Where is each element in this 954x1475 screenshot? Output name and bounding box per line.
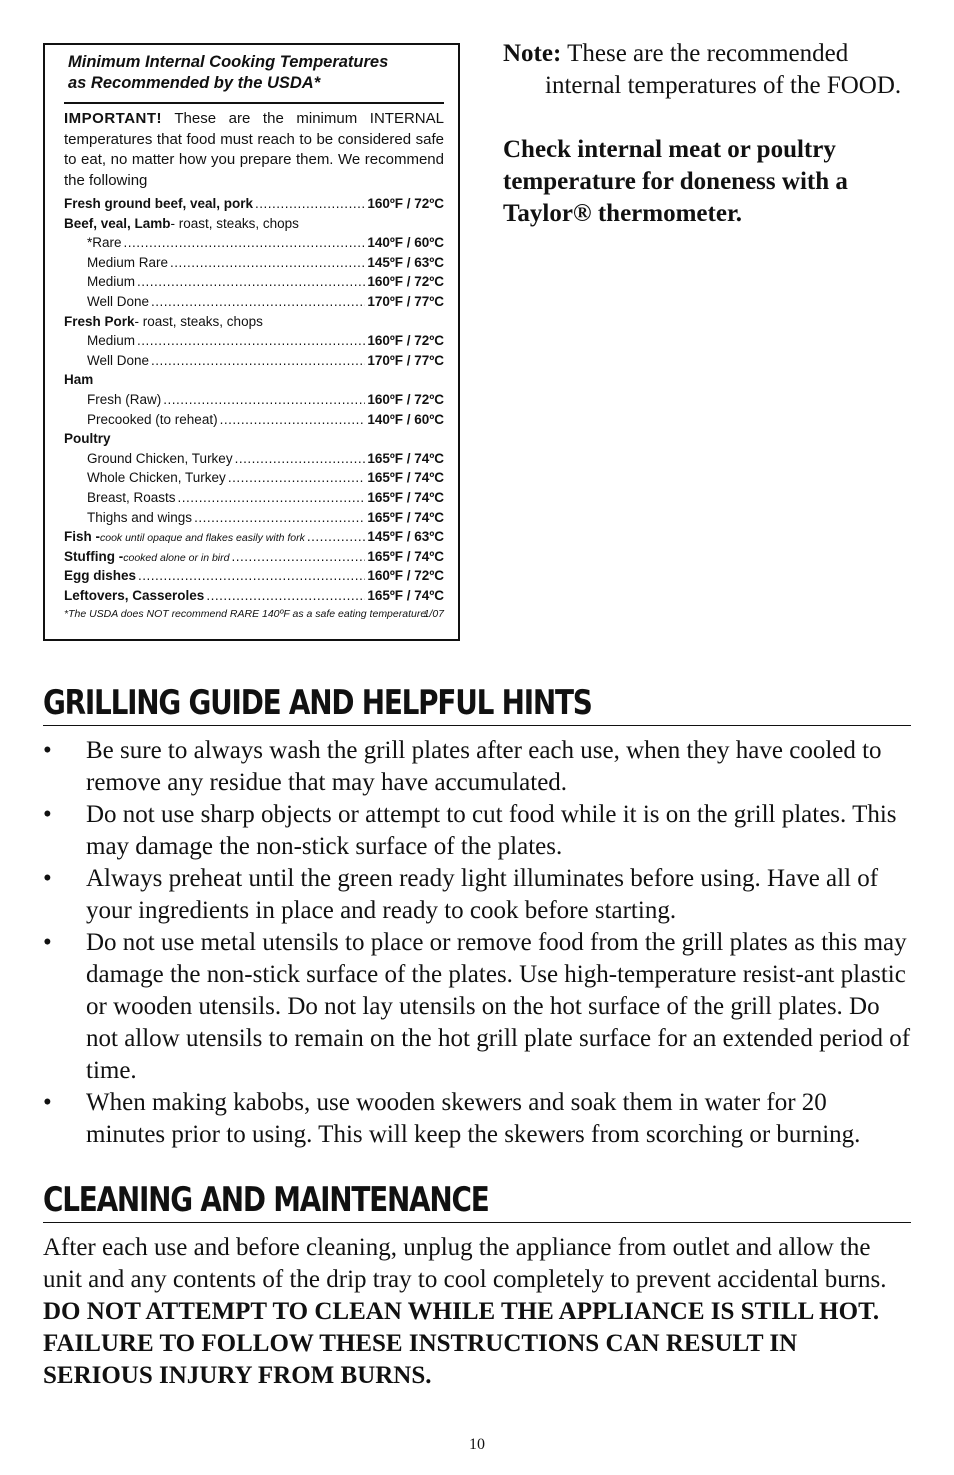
dot-leader — [138, 568, 365, 583]
temperature-chart — [43, 43, 460, 641]
dot-leader — [151, 353, 365, 368]
table-row — [64, 333, 444, 353]
row-label: *Rare — [87, 235, 122, 251]
dot-leader — [178, 490, 366, 505]
row-label: Well Done — [87, 352, 150, 368]
table-row — [64, 196, 444, 216]
row-temperature: 165ºF / 74ºC — [367, 470, 444, 486]
list-item: • Be sure to always wash the grill plates after each use, when they have cooled to remove any residue that may have accumulated. — [43, 735, 911, 799]
chart-divider — [64, 102, 444, 104]
row-label: Stuffing - — [64, 548, 124, 564]
row-label: Breast, Roasts — [87, 489, 176, 505]
dot-leader — [206, 588, 365, 603]
table-row — [64, 274, 444, 294]
row-label: Medium — [87, 333, 136, 349]
table-row — [64, 412, 444, 432]
row-label: Ham — [64, 372, 94, 388]
row-label: Fish - — [64, 529, 100, 545]
table-row — [64, 255, 444, 275]
table-row — [64, 294, 444, 314]
list-item: • When making kabobs, use wooden skewers and soak them in water for 20 minutes prior to using. This will keep the skewers from scorching or burning. — [43, 1087, 911, 1151]
table-row — [64, 568, 444, 588]
table-row — [64, 529, 444, 549]
row-label: Whole Chicken, Turkey — [87, 470, 226, 486]
row-temperature: 165ºF / 74ºC — [367, 587, 444, 603]
chart-date: 1/07 — [423, 608, 444, 621]
row-label: Egg dishes — [64, 568, 137, 584]
row-label: Fresh ground beef, veal, pork — [64, 196, 254, 211]
table-row — [64, 451, 444, 471]
row-temperature: 140ºF / 60ºC — [367, 411, 444, 427]
row-label: Fresh Pork — [64, 313, 135, 329]
list-item: • Do not use metal utensils to place or remove food from the grill plates as this may damage the non-stick surface of the plates. Use high-temperature resist-ant plastic or wooden utensils. Do not lay utensils on the hot surface of the grill plates. Do not allow utensils to remain on the hot grill plate surface for an extended period of time. — [43, 927, 911, 1087]
table-row — [64, 235, 444, 255]
row-note: cook until opaque and flakes easily with fork — [100, 532, 305, 545]
dot-leader — [228, 470, 366, 485]
row-label: Medium — [87, 274, 136, 290]
row-label: Thighs and wings — [87, 509, 193, 525]
important-text: These are the minimum INTERNAL temperatures that food must reach to be considered safe to eat, no matter how you prepare them. We recommend the following — [64, 110, 444, 189]
page-number: 10 — [469, 1436, 485, 1453]
row-label: Leftovers, Casseroles — [64, 587, 205, 603]
row-temperature: 145ºF / 63ºC — [367, 529, 444, 545]
dot-leader — [255, 196, 365, 211]
dot-leader — [231, 549, 365, 564]
table-row — [64, 216, 444, 236]
thermometer-note: Check internal meat or poultry temperature for doneness with a Taylor® thermometer. — [503, 136, 848, 227]
list-item: • Always preheat until the green ready light illuminates before using. Have all of your ingredients in place and ready to cook before starting. — [43, 863, 911, 927]
temperature-rows — [64, 196, 444, 607]
row-temperature: 160ºF / 72ºC — [367, 568, 444, 584]
row-temperature: 160ºF / 72ºC — [367, 196, 444, 211]
chart-title-line1: Minimum Internal Cooking Temperatures — [68, 53, 389, 71]
table-row — [64, 549, 444, 569]
cleaning-paragraph — [43, 1232, 911, 1392]
table-row — [64, 490, 444, 510]
dot-leader — [220, 412, 366, 427]
row-label: Medium Rare — [87, 254, 169, 270]
table-row — [64, 314, 444, 334]
chart-title — [68, 52, 444, 94]
chart-title-line2: as Recommended by the USDA* — [68, 74, 321, 92]
row-note: cooked alone or in bird — [123, 551, 230, 564]
row-label: Ground Chicken, Turkey — [87, 450, 233, 466]
dot-leader — [307, 529, 365, 544]
row-label: Beef, veal, Lamb — [64, 215, 171, 231]
grilling-hints-list — [43, 735, 911, 1151]
row-temperature: 160ºF / 72ºC — [367, 333, 444, 349]
row-temperature: 165ºF / 74ºC — [367, 489, 444, 505]
row-label: Fresh (Raw) — [87, 391, 162, 407]
dot-leader — [137, 333, 365, 348]
row-sublabel: - roast, steaks, chops — [134, 313, 263, 329]
grilling-heading: GRILLING GUIDE AND HELPFUL HINTS — [43, 683, 592, 723]
row-sublabel: - roast, steaks, chops — [170, 215, 299, 231]
dot-leader — [151, 294, 365, 309]
row-temperature: 170ºF / 77ºC — [367, 293, 444, 309]
row-temperature: 165ºF / 74ºC — [367, 509, 444, 525]
row-temperature: 170ºF / 77ºC — [367, 352, 444, 368]
dot-leader — [170, 255, 365, 270]
table-row — [64, 510, 444, 530]
chart-intro — [64, 109, 444, 191]
dot-leader — [163, 392, 365, 407]
row-temperature: 160ºF / 72ºC — [367, 274, 444, 290]
cleaning-rule — [43, 1222, 911, 1223]
dot-leader — [194, 510, 365, 525]
note-text: These are the recommended internal temperatures of the FOOD. — [545, 40, 902, 99]
cleaning-heading: CLEANING AND MAINTENANCE — [43, 1180, 489, 1220]
row-label: Well Done — [87, 293, 150, 309]
row-label: Poultry — [64, 431, 111, 447]
table-row — [64, 372, 444, 392]
table-row — [64, 470, 444, 490]
row-temperature: 165ºF / 74ºC — [367, 548, 444, 564]
table-row — [64, 353, 444, 373]
row-temperature: 145ºF / 63ºC — [367, 254, 444, 270]
note-label: Note: — [503, 40, 562, 67]
dot-leader — [124, 235, 366, 250]
table-row — [64, 588, 444, 608]
chart-footnote — [64, 608, 444, 621]
list-item: • Do not use sharp objects or attempt to cut food while it is on the grill plates. This may damage the non-stick surface of the plates. — [43, 799, 911, 863]
note-column — [503, 38, 903, 230]
note-paragraph — [503, 38, 903, 102]
dot-leader — [137, 274, 365, 289]
dot-leader — [235, 451, 366, 466]
row-label: Precooked (to reheat) — [87, 411, 218, 427]
row-temperature: 165ºF / 74ºC — [367, 450, 444, 466]
row-temperature: 160ºF / 72ºC — [367, 391, 444, 407]
cleaning-warning: DO NOT ATTEMPT TO CLEAN WHILE THE APPLIANCE IS STILL HOT. FAILURE TO FOLLOW THESE INSTRUCTIONS CAN RESULT IN SERIOUS INJURY FROM BURNS. — [43, 1298, 880, 1389]
cleaning-text: After each use and before cleaning, unplug the appliance from outlet and allow the unit and any contents of the drip tray to cool completely to prevent accidental burns. — [43, 1234, 887, 1293]
important-label: IMPORTANT! — [64, 110, 163, 127]
table-row — [64, 392, 444, 412]
grilling-rule — [43, 725, 911, 726]
footnote-text: *The USDA does NOT recommend RARE 140ºF as a safe eating temperature. — [64, 608, 430, 621]
row-temperature: 140ºF / 60ºC — [367, 235, 444, 251]
table-row — [64, 431, 444, 451]
